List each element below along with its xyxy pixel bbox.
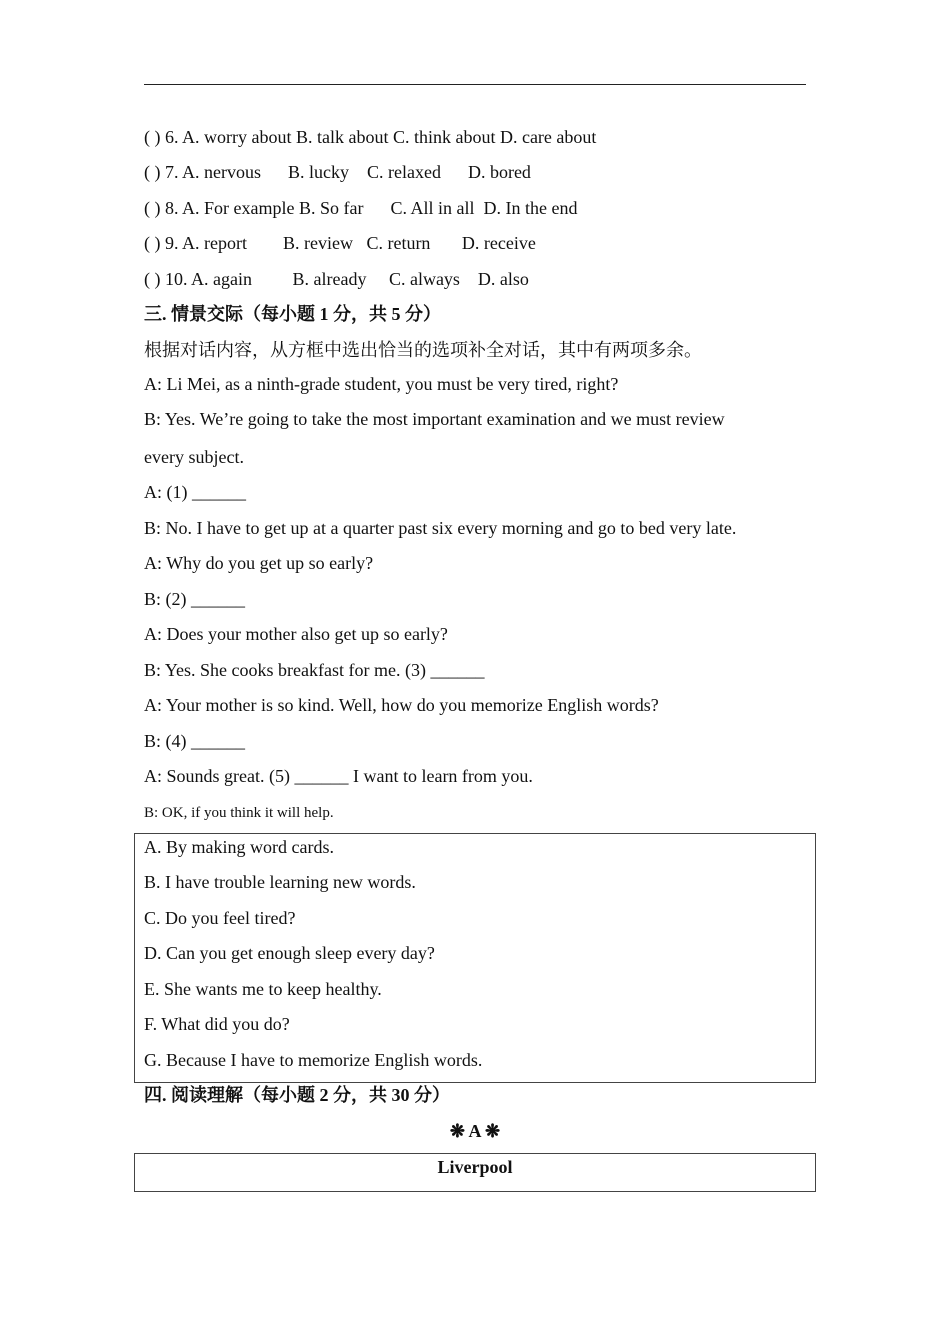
part-label: ❋ A ❋	[449, 1121, 501, 1141]
table-title: Liverpool	[437, 1157, 513, 1177]
question-9: ( ) 9. A. report B. review C. return D. receive	[144, 233, 536, 253]
section3-instruction: 根据对话内容，从方框中选出恰当的选项补全对话，其中有两项多余。	[144, 340, 702, 360]
option-f: F. What did you do?	[144, 1014, 290, 1034]
option-a: A. By making word cards.	[144, 837, 334, 857]
dialogue-line: B: (4) ______	[144, 731, 245, 751]
section4-heading: 四. 阅读理解（每小题 2 分，共 30 分）	[144, 1085, 450, 1105]
dialogue-line: B: Yes. She cooks breakfast for me. (3) ______	[144, 660, 485, 680]
dialogue-line: B: (2) ______	[144, 589, 245, 609]
dialogue-line: A: Why do you get up so early?	[144, 553, 374, 573]
header-rule	[144, 84, 806, 85]
section3-heading: 三. 情景交际（每小题 1 分，共 5 分）	[144, 304, 441, 324]
question-7: ( ) 7. A. nervous B. lucky C. relaxed D. bored	[144, 162, 531, 182]
dialogue-line: every subject.	[144, 447, 244, 467]
dialogue-line: A: Your mother is so kind. Well, how do you memorize English words?	[144, 695, 659, 715]
question-8: ( ) 8. A. For example B. So far C. All in all D. In the end	[144, 198, 578, 218]
dialogue-line: B: Yes. We’re going to take the most important examination and we must review	[144, 409, 725, 429]
dialogue-line: A: Sounds great. (5) ______ I want to learn from you.	[144, 766, 533, 786]
dialogue-line: A: Does your mother also get up so early?	[144, 624, 448, 644]
option-d: D. Can you get enough sleep every day?	[144, 943, 435, 963]
question-10: ( ) 10. A. again B. already C. always D. also	[144, 269, 529, 289]
dialogue-line: B: No. I have to get up at a quarter past six every morning and go to bed very late.	[144, 518, 737, 538]
question-6: ( ) 6. A. worry about B. talk about C. think about D. care about	[144, 127, 597, 147]
option-b: B. I have trouble learning new words.	[144, 872, 416, 892]
option-c: C. Do you feel tired?	[144, 908, 296, 928]
dialogue-line: A: (1) ______	[144, 482, 246, 502]
option-g: G. Because I have to memorize English words.	[144, 1050, 483, 1070]
option-e: E. She wants me to keep healthy.	[144, 979, 382, 999]
dialogue-line: A: Li Mei, as a ninth-grade student, you must be very tired, right?	[144, 374, 619, 394]
dialogue-last-line: B: OK, if you think it will help.	[144, 805, 334, 821]
